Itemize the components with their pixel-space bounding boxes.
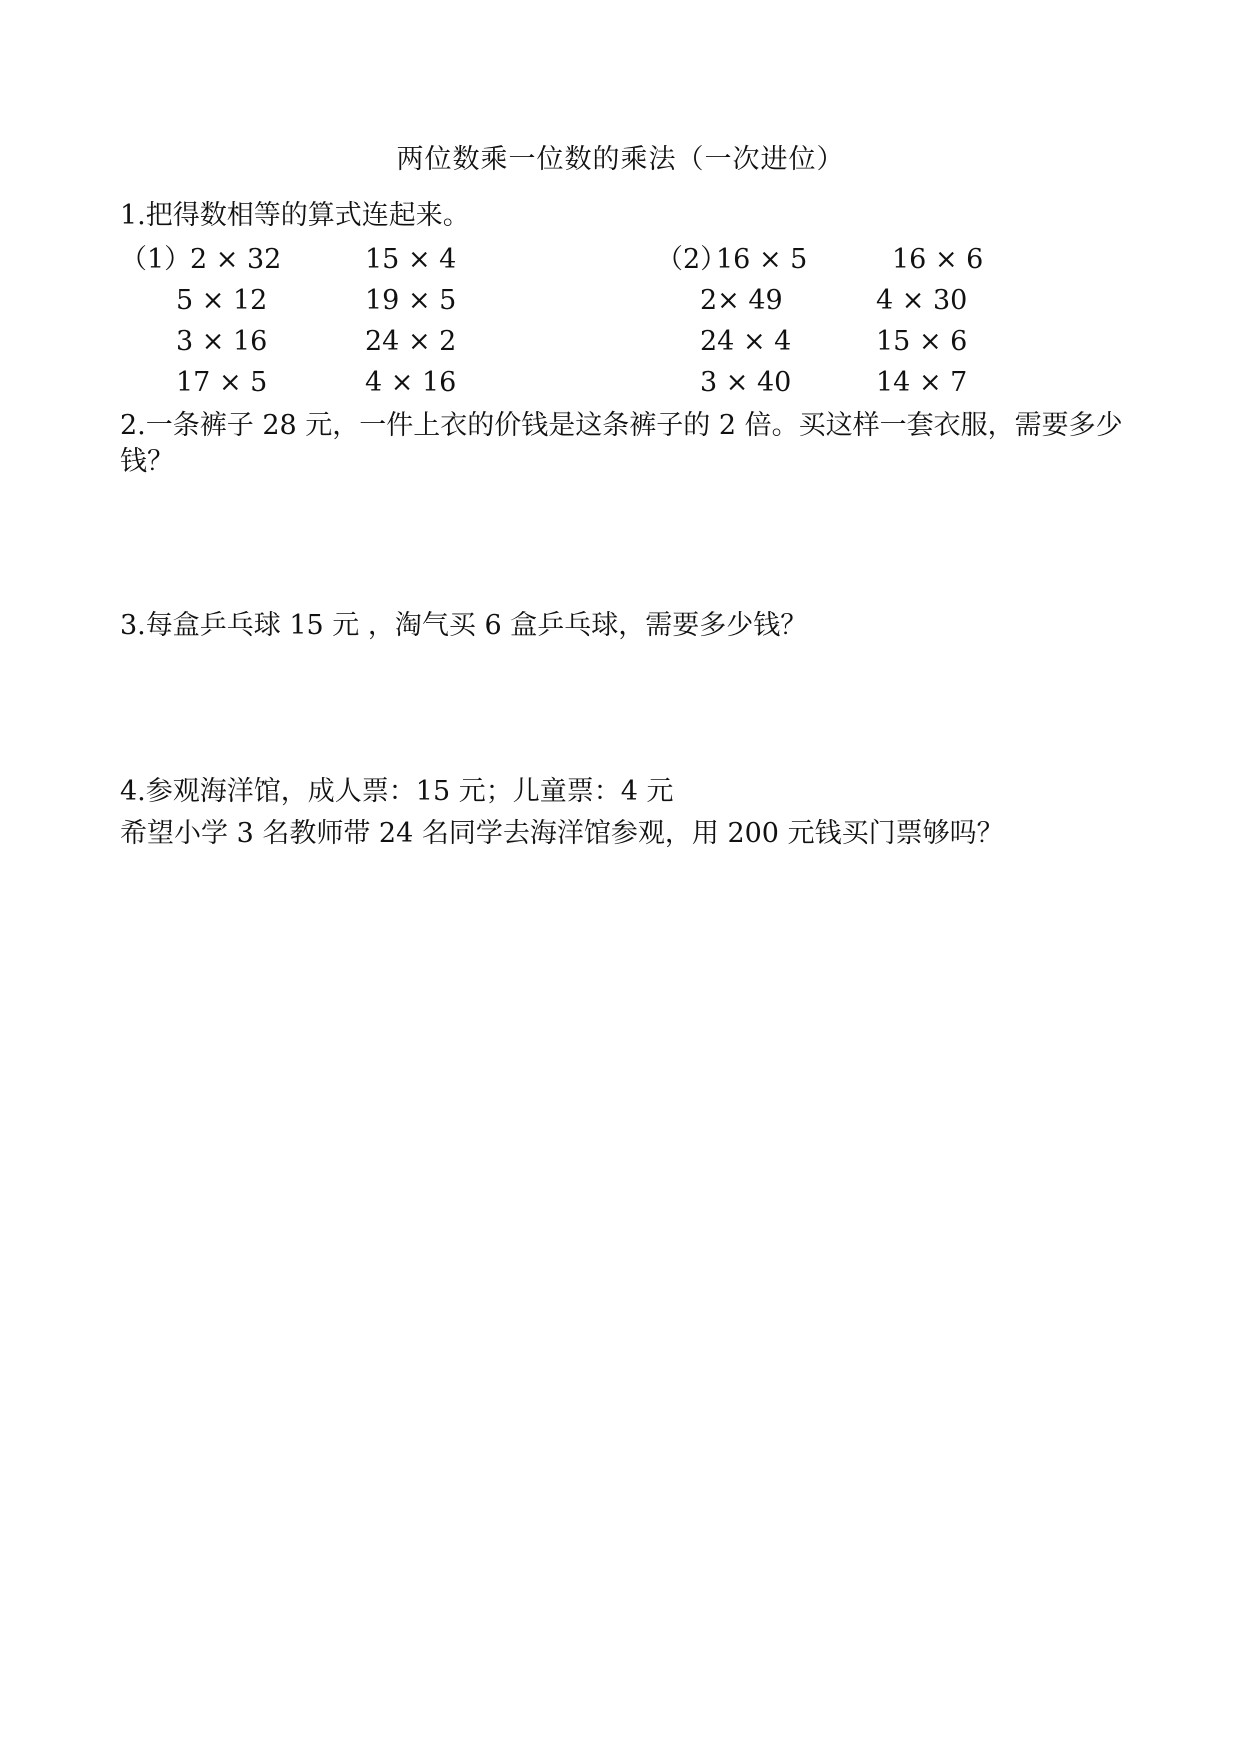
group-1-right-expr: 19 × 5 [365,285,457,316]
group-2-left-expr: 24 × 4 [700,326,792,357]
page-title: 两位数乘一位数的乘法（一次进位） [396,144,845,175]
group-1-left-expr: 5 × 12 [176,285,268,316]
group-2-right-expr: 16 × 6 [892,244,984,275]
question-1-instruction: 1.把得数相等的算式连起来。 [120,200,470,231]
group-1-left-expr: 17 × 5 [176,367,268,398]
group-2-left-expr: 16 × 5 [716,244,808,275]
group-1-right-expr: 4 × 16 [365,367,457,398]
question-4-line-2: 希望小学 3 名教师带 24 名同学去海洋馆参观，用 200 元钱买门票够吗？ [120,818,1004,849]
group-1-right-expr: 24 × 2 [365,326,457,357]
question-3-text: 3.每盒乒乓球 15 元 ，淘气买 6 盒乒乓球，需要多少钱？ [120,610,808,641]
group-2-left-expr: 3 × 40 [700,367,792,398]
group-2-right-expr: 14 × 7 [876,367,968,398]
group-2-right-expr: 15 × 6 [876,326,968,357]
group-2-left-expr: 2× 49 [700,285,783,316]
question-2-text: 2.一条裤子 28 元，一件上衣的价钱是这条裤子的 2 倍。买这样一套衣服，需要多少钱？ [120,410,1123,477]
group-1-left-expr: 2 × 32 [190,244,282,275]
group-1-right-expr: 15 × 4 [365,244,457,275]
question-4-line-1: 4.参观海洋馆，成人票：15 元；儿童票：4 元 [120,776,674,807]
group-1-left-expr: 3 × 16 [176,326,268,357]
group-2-right-expr: 4 × 30 [876,285,968,316]
group-1-label: （1） [120,244,192,275]
group-2-label: （2） [656,244,728,275]
